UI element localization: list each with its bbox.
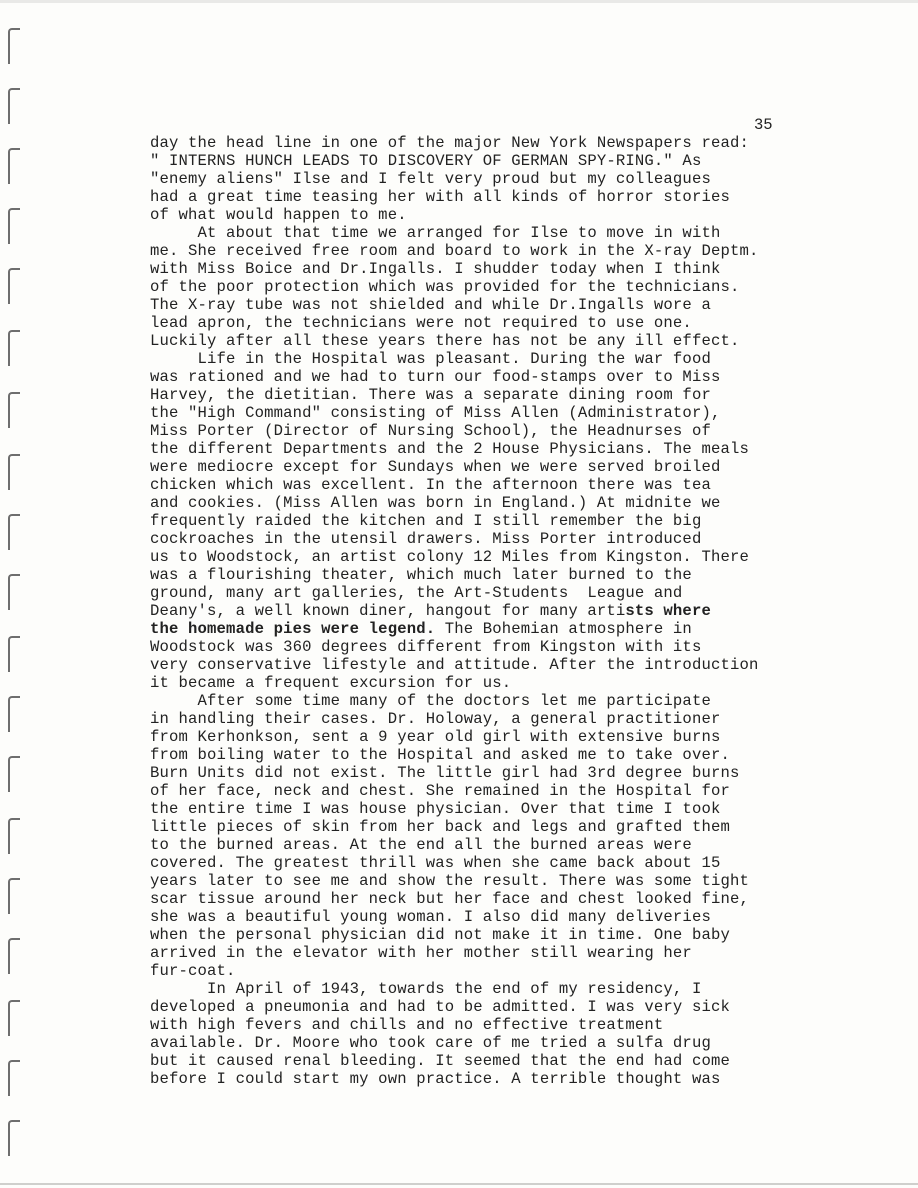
text-line: " INTERNS HUNCH LEADS TO DISCOVERY OF GERMAN SPY-RING." As xyxy=(150,152,702,170)
text-run: The Bohemian atmosphere in xyxy=(435,620,692,638)
margin-mark xyxy=(8,330,20,366)
margin-mark xyxy=(8,1060,20,1096)
text-line-with-bold xyxy=(150,620,910,638)
text-line: the entire time I was house physician. Over that time I took xyxy=(150,800,721,818)
text-line: developed a pneumonia and had to be admitted. I was very sick xyxy=(150,998,730,1016)
text-line: fur-coat. xyxy=(150,962,236,980)
text-line: from Kerhonkson, sent a 9 year old girl with extensive burns xyxy=(150,728,721,746)
text-line: was a flourishing theater, which much later burned to the xyxy=(150,566,692,584)
text-line: had a great time teasing her with all kinds of horror stories xyxy=(150,188,730,206)
binder-hole-marks xyxy=(0,0,30,1188)
margin-mark xyxy=(8,818,20,854)
text-line-with-bold xyxy=(150,602,910,620)
text-line: when the personal physician did not make it in time. One baby xyxy=(150,926,730,944)
margin-mark xyxy=(8,208,20,244)
margin-mark xyxy=(8,1000,20,1036)
text-line: cockroaches in the utensil drawers. Miss Porter introduced xyxy=(150,530,702,548)
margin-mark xyxy=(8,28,20,64)
text-line: to the burned areas. At the end all the burned areas were xyxy=(150,836,692,854)
margin-mark xyxy=(8,636,20,672)
text-line: chicken which was excellent. In the afternoon there was tea xyxy=(150,476,711,494)
text-line: it became a frequent excursion for us. xyxy=(150,674,512,692)
text-line: the "High Command" consisting of Miss Allen (Administrator), xyxy=(150,404,721,422)
margin-mark xyxy=(8,454,20,490)
text-line: in handling their cases. Dr. Holoway, a general practitioner xyxy=(150,710,721,728)
text-line: frequently raided the kitchen and I still remember the big xyxy=(150,512,702,530)
text-line: but it caused renal bleeding. It seemed that the end had come xyxy=(150,1052,730,1070)
text-run: Deany's, a well known diner, hangout for many arti xyxy=(150,602,626,620)
margin-mark xyxy=(8,878,20,914)
bold-text-run: the homemade pies were legend. xyxy=(150,620,436,638)
margin-mark xyxy=(8,392,20,428)
top-edge-rule xyxy=(0,0,918,3)
text-line: years later to see me and show the result. There was some tight xyxy=(150,872,749,890)
text-line: day the head line in one of the major New York Newspapers read: xyxy=(150,134,749,152)
text-line: The X-ray tube was not shielded and while Dr.Ingalls wore a xyxy=(150,296,711,314)
text-line: "enemy aliens" Ilse and I felt very proud but my colleagues xyxy=(150,170,711,188)
margin-mark xyxy=(8,148,20,184)
text-line: lead apron, the technicians were not required to use one. xyxy=(150,314,692,332)
text-line: with Miss Boice and Dr.Ingalls. I shudder today when I think xyxy=(150,260,721,278)
text-line: and cookies. (Miss Allen was born in England.) At midnite we xyxy=(150,494,721,512)
text-line: Luckily after all these years there has not be any ill effect. xyxy=(150,332,740,350)
text-line: Woodstock was 360 degrees different from Kingston with its xyxy=(150,638,702,656)
text-line: of the poor protection which was provided for the technicians. xyxy=(150,278,740,296)
margin-mark xyxy=(8,1120,20,1156)
text-line: little pieces of skin from her back and legs and grafted them xyxy=(150,818,730,836)
bottom-edge-rule xyxy=(0,1183,918,1185)
text-line: After some time many of the doctors let me participate xyxy=(150,692,711,710)
text-line: she was a beautiful young woman. I also did many deliveries xyxy=(150,908,711,926)
margin-mark xyxy=(8,514,20,550)
text-line: available. Dr. Moore who took care of me tried a sulfa drug xyxy=(150,1034,711,1052)
text-line: before I could start my own practice. A terrible thought was xyxy=(150,1070,721,1088)
text-line: was rationed and we had to turn our food-stamps over to Miss xyxy=(150,368,721,386)
text-line: covered. The greatest thrill was when she came back about 15 xyxy=(150,854,721,872)
text-line: from boiling water to the Hospital and asked me to take over. xyxy=(150,746,730,764)
margin-mark xyxy=(8,574,20,610)
text-line: scar tissue around her neck but her face and chest looked fine, xyxy=(150,890,749,908)
text-line: of what would happen to me. xyxy=(150,206,407,224)
text-line: Miss Porter (Director of Nursing School), the Headnurses of xyxy=(150,422,711,440)
text-line: ground, many art galleries, the Art-Students League and xyxy=(150,584,683,602)
text-line: Life in the Hospital was pleasant. During the war food xyxy=(150,350,711,368)
text-line: the different Departments and the 2 House Physicians. The meals xyxy=(150,440,749,458)
text-line: Burn Units did not exist. The little girl had 3rd degree burns xyxy=(150,764,740,782)
margin-mark xyxy=(8,696,20,732)
margin-mark xyxy=(8,756,20,792)
text-line: us to Woodstock, an artist colony 12 Miles from Kingston. There xyxy=(150,548,749,566)
text-line: arrived in the elevator with her mother still wearing her xyxy=(150,944,692,962)
text-line: Harvey, the dietitian. There was a separate dining room for xyxy=(150,386,711,404)
memoir-body-text xyxy=(150,134,910,1088)
text-line: At about that time we arranged for Ilse to move in with xyxy=(150,224,721,242)
margin-mark xyxy=(8,268,20,304)
margin-mark xyxy=(8,88,20,124)
text-line: very conservative lifestyle and attitude. After the introduction xyxy=(150,656,759,674)
text-line: In April of 1943, towards the end of my residency, I xyxy=(150,980,702,998)
text-line: were mediocre except for Sundays when we were served broiled xyxy=(150,458,721,476)
page-number: 35 xyxy=(754,116,773,134)
margin-mark xyxy=(8,938,20,974)
text-line: me. She received free room and board to work in the X-ray Deptm. xyxy=(150,242,759,260)
bold-text-run: sts where xyxy=(625,602,711,620)
text-line: with high fevers and chills and no effective treatment xyxy=(150,1016,664,1034)
text-line: of her face, neck and chest. She remained in the Hospital for xyxy=(150,782,730,800)
